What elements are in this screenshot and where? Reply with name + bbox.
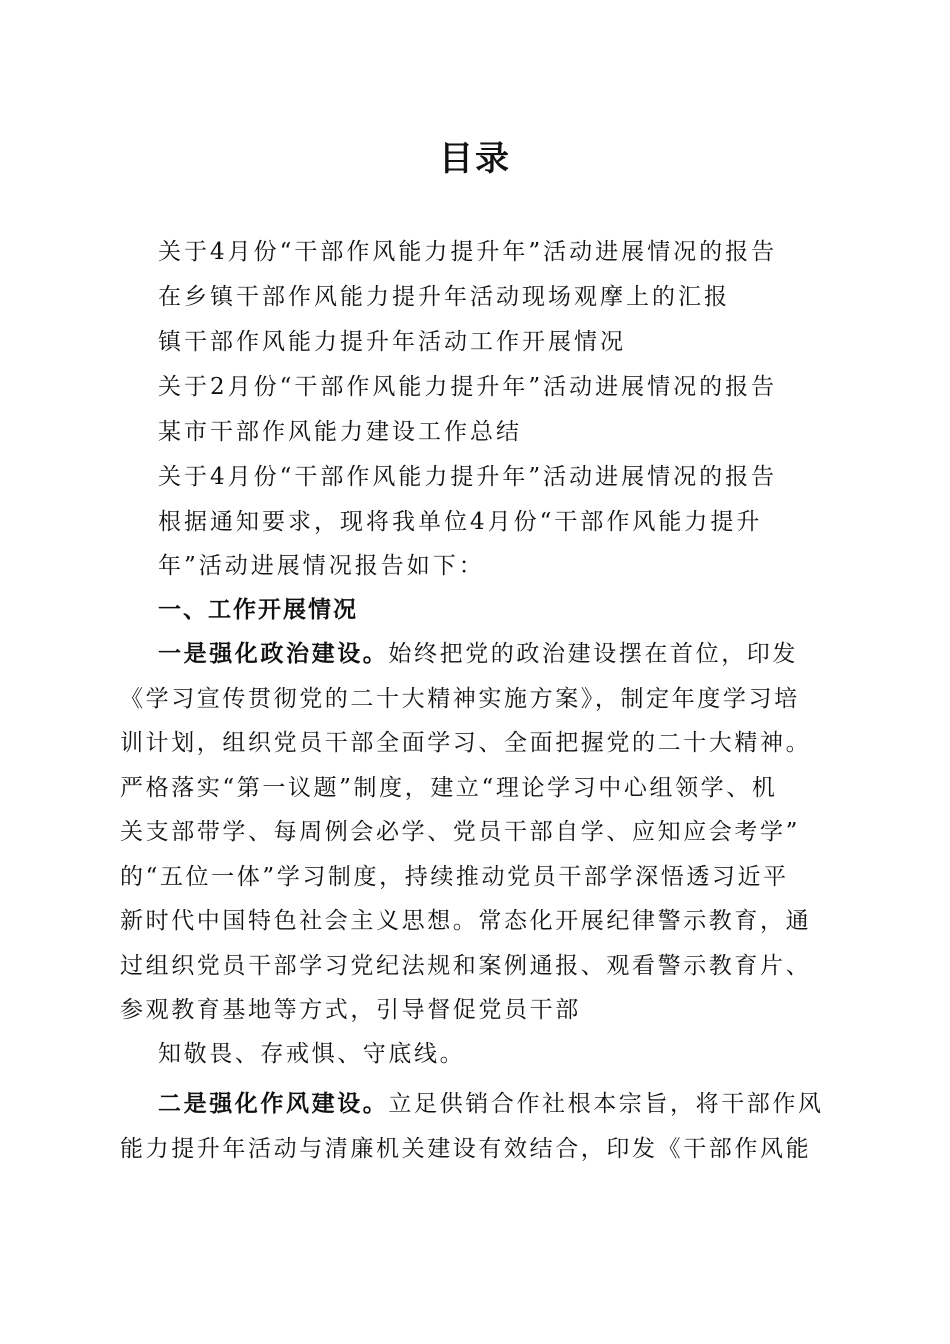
toc-item[interactable]: 某市干部作风能力建设工作总结: [158, 419, 522, 445]
paragraph-line: 《学习宣传贯彻党的二十大精神实施方案》，制定年度学习培: [120, 685, 800, 712]
intro-line: 年”活动进展情况报告如下：: [158, 553, 485, 579]
paragraph-line: 的“五位一体”学习制度，持续推动党员干部学深悟透习近平: [120, 863, 789, 890]
paragraph-line: 严格落实“第一议题”制度，建立“理论学习中心组领学、机: [120, 774, 778, 801]
paragraph-first-line: [120, 1082, 826, 1127]
page-title: 目录: [439, 139, 511, 179]
toc-item[interactable]: 关于4月份“干部作风能力提升年”活动进展情况的报告: [158, 239, 778, 265]
paragraph-first-line: [120, 632, 826, 677]
paragraph-line: 能力提升年活动与清廉机关建设有效结合，印发《干部作风能: [120, 1135, 812, 1162]
paragraph-text: 立足供销合作社根本宗旨，将干部作风: [388, 1091, 824, 1117]
table-of-contents: [158, 230, 838, 500]
intro-line: 根据通知要求，现将我单位4月份“干部作风能力提升: [158, 509, 763, 535]
paragraph-line: 新时代中国特色社会主义思想。常态化开展纪律警示教育，通: [120, 908, 812, 934]
paragraph-line: 训计划，组织党员干部全面学习、全面把握党的二十大精神。: [120, 730, 812, 756]
body-paragraph-style: [120, 1082, 826, 1171]
toc-item[interactable]: 镇干部作风能力提升年活动工作开展情况: [158, 329, 626, 355]
paragraph-line: 参观教育基地等方式，引导督促党员干部: [120, 997, 581, 1023]
paragraph-line: 关支部带学、每周例会必学、党员干部自学、应知应会考学”: [120, 819, 800, 845]
section-heading: 一、工作开展情况: [158, 597, 358, 623]
toc-item[interactable]: 关于4月份“干部作风能力提升年”活动进展情况的报告: [158, 464, 778, 490]
toc-item[interactable]: 关于2月份“干部作风能力提升年”活动进展情况的报告: [158, 374, 778, 400]
body-paragraph-political: [120, 632, 826, 1033]
paragraph-tail-line: 知敬畏、存戒惧、守底线。: [158, 1041, 466, 1067]
paragraph-text: 始终把党的政治建设摆在首位，印发: [388, 641, 799, 667]
paragraph-lead: 一是强化政治建设。: [158, 640, 389, 667]
paragraph-line: 过组织党员干部学习党纪法规和案例通报、观看警示教育片、: [120, 952, 812, 979]
paragraph-lead: 二是强化作风建设。: [158, 1090, 389, 1117]
toc-item[interactable]: 在乡镇干部作风能力提升年活动现场观摩上的汇报: [158, 284, 730, 310]
intro-paragraph: [158, 500, 798, 588]
